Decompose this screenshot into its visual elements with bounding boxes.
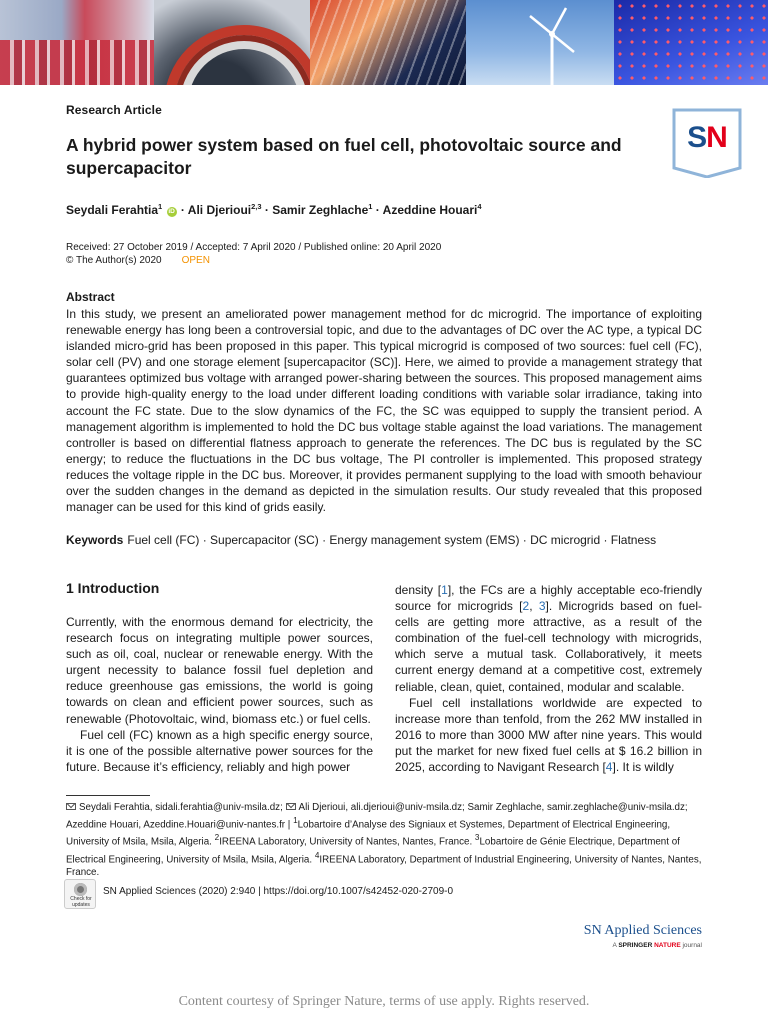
footnote-text: samir.zeghlache@univ-msila.dz; Azeddine Houari, Azeddine.Houari@univ-nantes.fr |	[66, 802, 688, 831]
courtesy-notice: Content courtesy of Springer Nature, terms of use apply. Rights reserved.	[178, 994, 590, 1009]
open-access-badge[interactable]: OPEN	[181, 255, 210, 266]
author-affiliation: 1	[158, 202, 163, 211]
publisher-springer: SPRINGER	[618, 942, 653, 949]
wind-turbine-icon	[466, 0, 614, 85]
author-name[interactable]: Ali Djerioui	[187, 203, 252, 217]
banner-image-wind-turbine	[466, 0, 614, 85]
affiliation-number: 1	[293, 816, 298, 825]
reference-link[interactable]: 3	[538, 599, 546, 614]
author-name[interactable]: Samir Zeghlache	[272, 203, 369, 217]
paragraph: Currently, with the enormous demand for electricity, the research focus on integrating multiple power sources, such as oil, coal, nuclear or renewable energy. With the urgent necessity to balance fossil fuel depletion and reduce greenhouse gas emissions, the world is going towards on clean and efficient power sources, such as renewable (Photovoltaic, wind, biomass etc.) or fuel cells.	[66, 615, 373, 726]
author-separator: ·	[177, 203, 188, 217]
text-run: Fuel cell installations worldwide are expected to increase more than tenfold, from the 262 MW installed in 2016 to more than 3000 MW after nine years. This would put the market for new fixed fuel cells at $ 16.2 billion in 2025, according to Navigant Research [	[395, 695, 702, 775]
banner-image-test-tubes	[0, 0, 154, 85]
author-name[interactable]: Seydali Ferahtia	[66, 203, 159, 217]
affiliation-number: 2	[214, 833, 220, 843]
publisher-nature: NATURE	[652, 942, 681, 949]
author-list	[66, 202, 482, 217]
reference-link[interactable]: 1	[441, 583, 448, 597]
reference-link[interactable]: 2	[522, 599, 530, 614]
check-for-updates-label: Check for updates	[70, 896, 92, 908]
paragraph: Fuel cell (FC) known as a high specific energy source, it is one of the possible alternative power sources for the future. Because it’s efficiency, reliably and high power	[66, 727, 373, 774]
author-footnote	[66, 801, 702, 879]
publication-dates	[66, 241, 441, 267]
header-banner	[0, 0, 768, 85]
check-for-updates-button[interactable]	[64, 879, 96, 909]
keywords-list: Fuel cell (FC) · Supercapacitor (SC) · Energy management system (EMS) · DC microgrid · Flatness	[127, 533, 657, 547]
publisher-text: A	[612, 942, 619, 949]
right-column	[395, 582, 702, 775]
author-affiliation: 2,3	[251, 202, 262, 211]
envelope-icon	[66, 803, 76, 810]
section-heading: 1 Introduction	[66, 580, 160, 596]
author-separator: ·	[372, 203, 383, 217]
banner-image-molecules	[614, 0, 768, 85]
keywords-label: Keywords	[66, 533, 124, 547]
publisher-line	[552, 942, 702, 949]
author-separator: ·	[261, 203, 273, 217]
citation-doi[interactable]: SN Applied Sciences (2020) 2:940 | https://doi.org/10.1007/s42452-020-2709-0	[103, 886, 454, 897]
author-affiliation: 4	[477, 202, 482, 211]
author-name[interactable]: Azeddine Houari	[382, 203, 478, 217]
affiliation-number: 3	[474, 833, 480, 843]
orcid-icon[interactable]: iD	[168, 208, 175, 215]
publisher-text: journal	[680, 942, 702, 949]
footnote-text: Lobartoire de Génie Electrique, Department of Electrical Engineering, University of Msila, Msila, Algeria.	[66, 836, 680, 865]
text-run: ], the FCs are a highly acceptable eco-friendly source for microgrids [	[395, 583, 702, 614]
banner-image-coil	[154, 0, 310, 85]
reference-link[interactable]: 4	[605, 760, 613, 775]
correspondence[interactable]: Seydali Ferahtia, sidali.ferahtia@univ-msila.dz;	[79, 802, 283, 813]
abstract-text: In this study, we present an ameliorated power management method for dc microgrid. The importance of exploiting renewable energy has long been a controversial topic, and due to the advantages of DC over the AC type, a typical DC islanded micro-grid has been proposed in this paper. This typical microgrid is composed of two sources: fuel cell (FC), solar cell (PV) and one storage element [supercapacitor (SC)]. Here, we aimed to provide a management strategy that guarantees optimized bus voltage with arranged power-sharing between the sources. This proposed management aims to provide high-quality energy to the load under different loading conditions with variable solar irradiance, taking into account the FC state. Due to the slow dynamics of the FC, the SC was equipped to supply the transient period. A management algorithm is implemented to hold the DC bus voltage stable against the load variations. The management controller is based on differential flatness approach to generate the references. The DC bus is regulated by the SC energy; to reduce the fluctuations in the DC bus voltage, The PI controller is implemented. This proposed strategy reduces the voltage ripple in the DC bus. Moreover, it provides permanent supplying to the load with smooth behaviour over the sudden changes in the demand as depicted in the simulation results. Our study revealed that this proposed manager can be used for this kind of grids easily.	[66, 307, 702, 515]
text-run: density [	[395, 583, 442, 597]
correspondence[interactable]: Ali Djerioui, ali.djerioui@univ-msila.dz; Samir Zeghlache,	[298, 802, 545, 813]
copyright: © The Author(s) 2020	[66, 255, 162, 266]
sn-logo-text: SN	[687, 121, 727, 154]
journal-name: SN Applied Sciences	[583, 923, 702, 938]
text-run: ]. Microgrids based on fuel-cells are getting more attractive, as a result of the combination of the fuel-cell technology with microgrids, which serve a mutual task. Collaboratively, it meets current energy demand at a competitive cost, extremely reliable, clean, quiet, contained, modular and scalable.	[395, 599, 703, 694]
paper-title: A hybrid power system based on fuel cell, photovoltaic source and supercapacitor	[66, 135, 622, 178]
abstract-heading: Abstract	[66, 290, 115, 304]
footnote-text: Lobartoire d’Analyse des Signiaux et Systemes, Department of Electrical Engineering, University of Msila, Msila, Algeria.	[66, 819, 671, 848]
author-affiliation: 1	[368, 202, 373, 211]
left-column	[66, 614, 373, 775]
paragraph	[395, 695, 702, 775]
envelope-icon	[286, 803, 296, 810]
text-run: ]. It is wildly	[612, 760, 674, 775]
text-run: ,	[529, 599, 539, 614]
history-dates: Received: 27 October 2019 / Accepted: 7 April 2020 / Published online: 20 April 2020	[66, 242, 442, 253]
footnote-divider	[66, 795, 150, 796]
footnote-text: IREENA Laboratory, University of Nantes, Nantes, France.	[219, 836, 475, 848]
footnote-text: IREENA Laboratory, Department of Industrial Engineering, University of Nantes, Nantes, France.	[66, 853, 702, 878]
keywords	[66, 533, 656, 547]
paragraph	[395, 582, 702, 695]
affiliation-number: 4	[314, 850, 320, 860]
banner-image-wires	[310, 0, 466, 85]
sn-logo	[672, 108, 742, 178]
article-type: Research Article	[66, 103, 162, 117]
